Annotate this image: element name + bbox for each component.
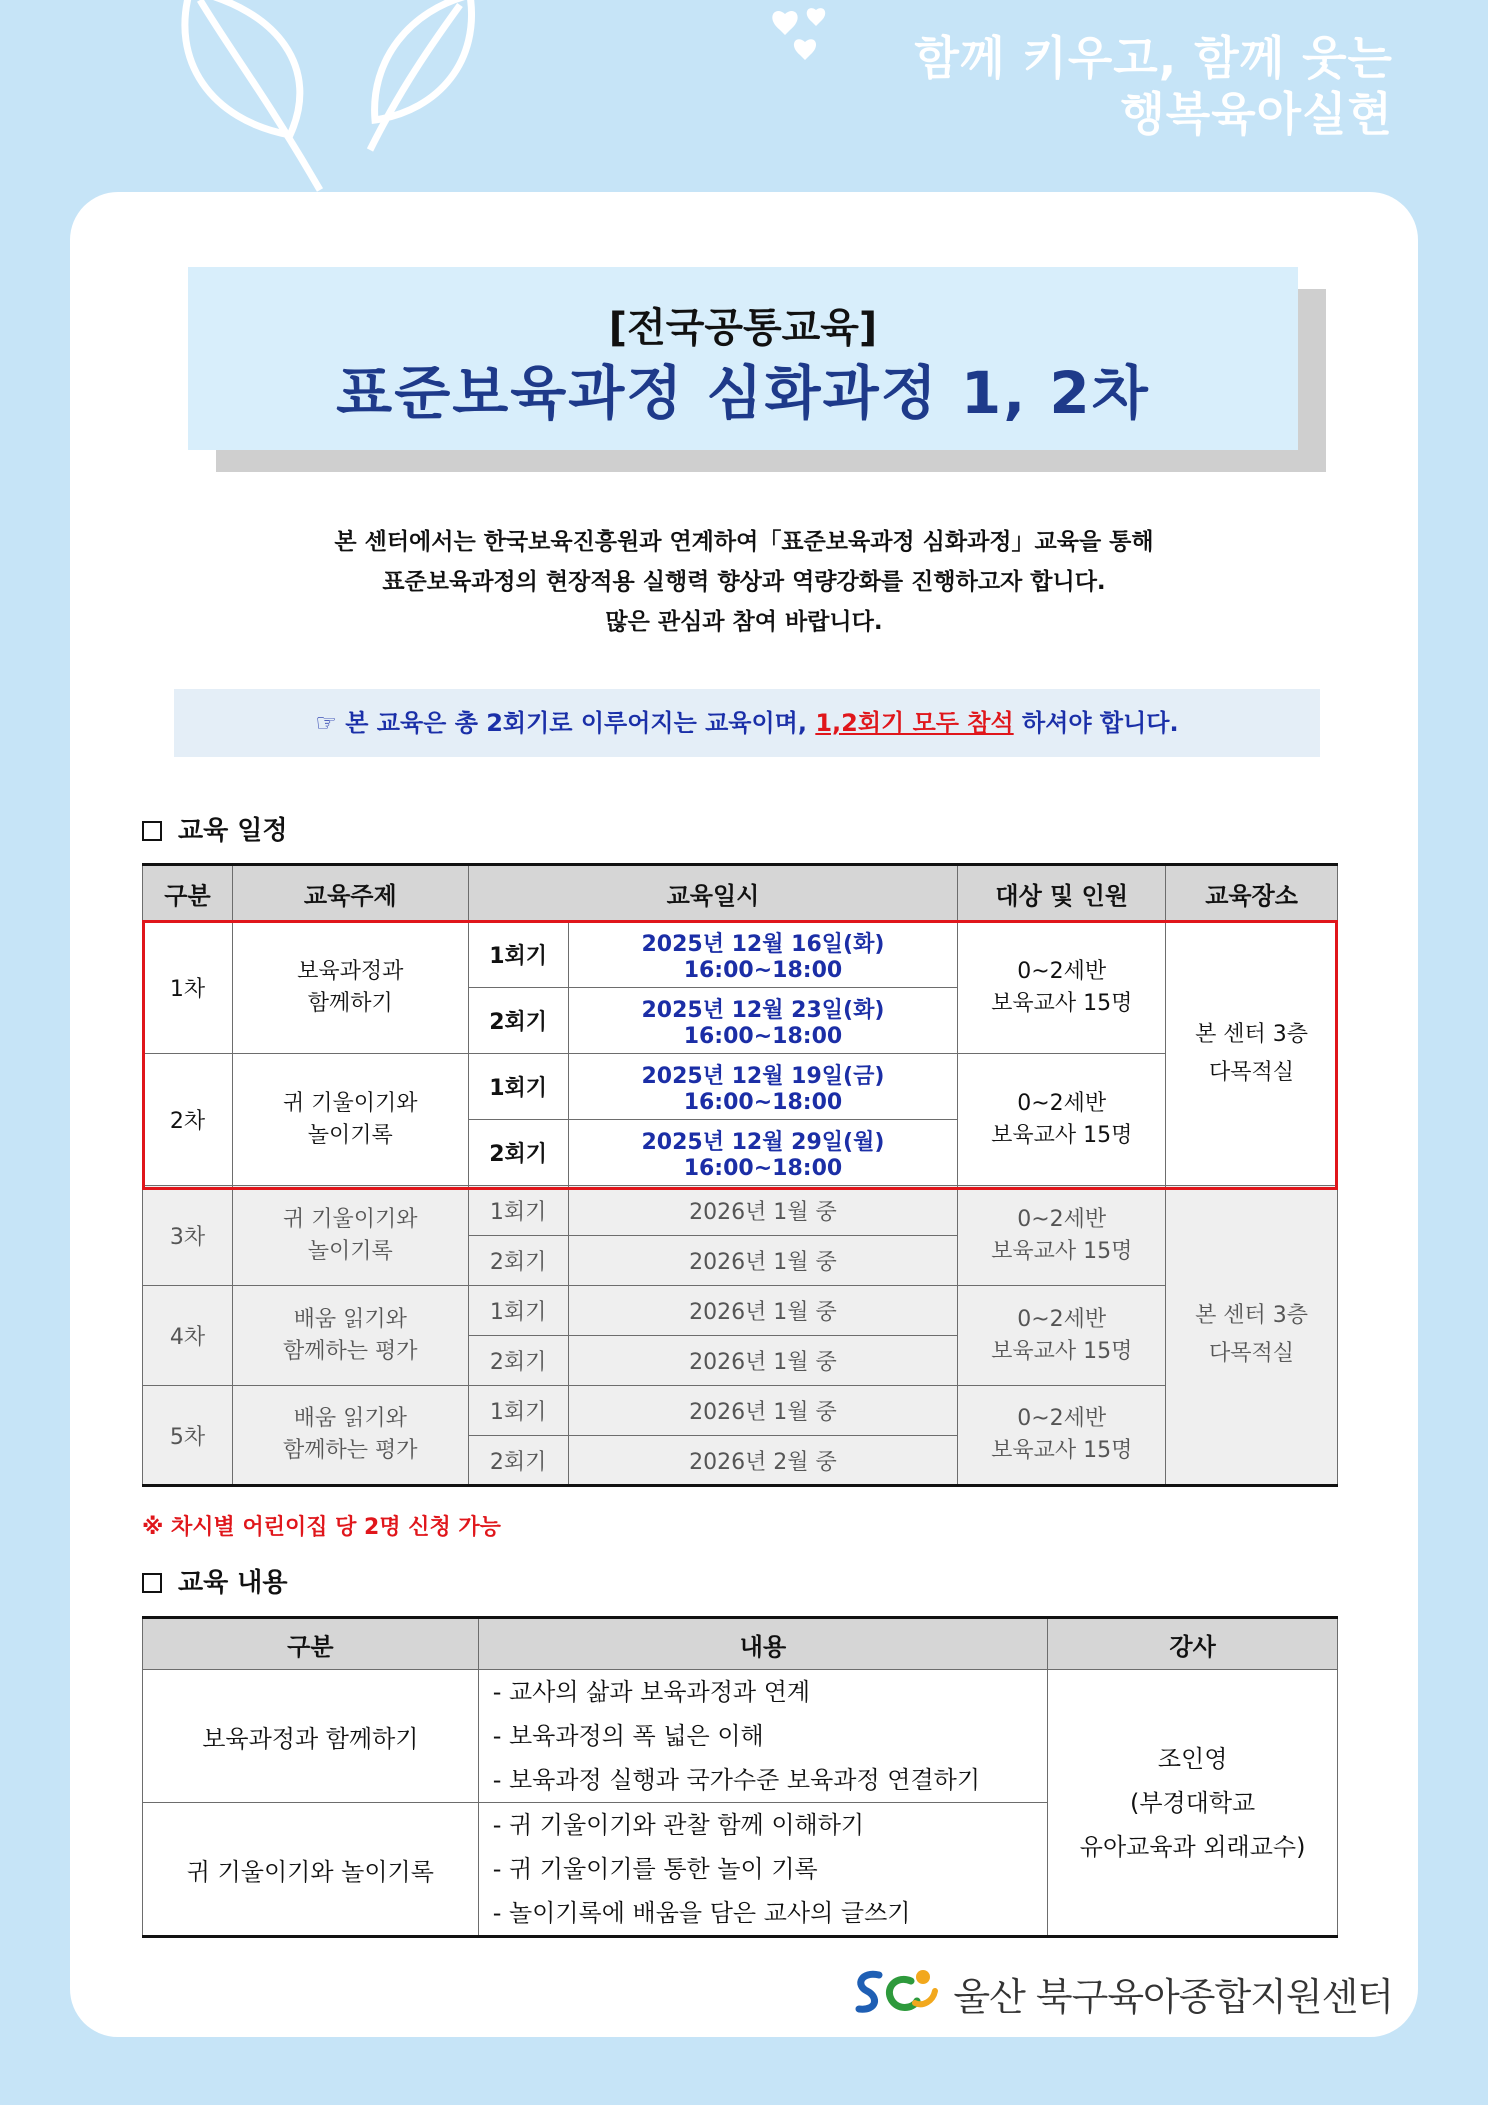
content-division: 보육과정과 함께하기 <box>143 1670 479 1803</box>
attendance-notice <box>174 689 1320 757</box>
header-datetime: 교육일시 <box>468 865 958 922</box>
schedule-heading <box>142 810 288 847</box>
organization-logo <box>851 1963 1393 2023</box>
table-row <box>143 1670 1338 1803</box>
title-box <box>188 267 1298 450</box>
session-label: 2회기 <box>468 1236 568 1286</box>
session-label: 2회기 <box>468 1436 568 1486</box>
list-item: - 보육과정 실행과 국가수준 보육과정 연결하기 <box>492 1766 981 1794</box>
checkbox-square-icon <box>142 821 162 841</box>
table-row <box>143 1054 1338 1120</box>
schedule-heading-label: 교육 일정 <box>178 816 288 846</box>
header-division: 구분 <box>143 865 233 922</box>
session-label: 2회기 <box>468 1336 568 1386</box>
intro-line-3: 많은 관심과 참여 바랍니다. <box>605 609 883 635</box>
list-item: - 귀 기울이기와 관찰 함께 이해하기 <box>492 1811 865 1839</box>
session-date: 2025년 12월 16일(화) 16:00~18:00 <box>568 922 958 988</box>
row-target: 0~2세반 보육교사 15명 <box>958 1186 1166 1286</box>
session-label: 2회기 <box>468 988 568 1054</box>
checkbox-square-icon <box>142 1573 162 1593</box>
row-division: 4차 <box>143 1286 233 1386</box>
row-division: 1차 <box>143 922 233 1054</box>
session-date: 2026년 1월 중 <box>568 1386 958 1436</box>
notice-emphasis: 1,2회기 모두 참석 <box>815 709 1014 737</box>
intro-line-1: 본 센터에서는 한국보육진흥원과 연계하여「표준보육과정 심화과정」교육을 통해 <box>334 529 1154 555</box>
session-date: 2026년 1월 중 <box>568 1286 958 1336</box>
session-date: 2025년 12월 29일(월) 16:00~18:00 <box>568 1120 958 1186</box>
content-card <box>70 192 1418 2037</box>
header-topic: 교육주제 <box>232 865 468 922</box>
slogan-line-1: 함께 키우고, 함께 웃는 <box>914 31 1393 85</box>
lecturer-title: 유아교육과 외래교수) <box>1079 1832 1306 1861</box>
table-row <box>143 1186 1338 1236</box>
content-heading-label: 교육 내용 <box>178 1568 288 1598</box>
header-place: 교육장소 <box>1166 865 1338 922</box>
title-banner <box>188 267 1298 472</box>
row-target: 0~2세반 보육교사 15명 <box>958 1386 1166 1486</box>
slogan-line-2: 행복육아실현 <box>1120 87 1393 141</box>
content-table <box>142 1616 1338 1938</box>
list-item: - 귀 기울이기를 통한 놀이 기록 <box>492 1855 818 1883</box>
session-date: 2026년 1월 중 <box>568 1186 958 1236</box>
leaf-decoration-icon <box>170 0 510 195</box>
session-date: 2026년 1월 중 <box>568 1236 958 1286</box>
content-header-row <box>143 1618 1338 1670</box>
table-row <box>143 922 1338 988</box>
session-label: 1회기 <box>468 1054 568 1120</box>
list-item: - 교사의 삶과 보육과정과 연계 <box>492 1678 811 1706</box>
session-label: 2회기 <box>468 1120 568 1186</box>
row-topic: 보육과정과 함께하기 <box>232 922 468 1054</box>
row-target: 0~2세반 보육교사 15명 <box>958 1286 1166 1386</box>
session-date: 2026년 1월 중 <box>568 1336 958 1386</box>
session-label: 1회기 <box>468 1186 568 1236</box>
header-division: 구분 <box>143 1618 479 1670</box>
row-division: 2차 <box>143 1054 233 1186</box>
header-lecturer: 강사 <box>1048 1618 1338 1670</box>
session-label: 1회기 <box>468 1286 568 1336</box>
application-limit-note: ※ 차시별 어린이집 당 2명 신청 가능 <box>142 1515 501 1540</box>
slogan <box>915 30 1393 142</box>
row-topic: 귀 기울이기와 놀이기록 <box>232 1186 468 1286</box>
notice-prefix: ☞ 본 교육은 총 2회기로 이루어지는 교육이며, <box>315 709 816 737</box>
header-target: 대상 및 인원 <box>958 865 1166 922</box>
row-division: 5차 <box>143 1386 233 1486</box>
title-subtitle: [전국공통교육] <box>608 305 878 351</box>
row-topic: 배움 읽기와 함께하는 평가 <box>232 1286 468 1386</box>
intro-line-2: 표준보육과정의 현장적용 실행력 향상과 역량강화를 진행하고자 합니다. <box>382 569 1106 595</box>
session-date: 2025년 12월 23일(화) 16:00~18:00 <box>568 988 958 1054</box>
content-items <box>478 1670 1048 1803</box>
notice-suffix: 하셔야 합니다. <box>1013 709 1179 737</box>
header-content: 내용 <box>478 1618 1048 1670</box>
table-row <box>143 1386 1338 1436</box>
row-target: 0~2세반 보육교사 15명 <box>958 1054 1166 1186</box>
table-row <box>143 1286 1338 1336</box>
row-topic: 배움 읽기와 함께하는 평가 <box>232 1386 468 1486</box>
lecturer-affiliation: (부경대학교 <box>1129 1788 1256 1817</box>
list-item: - 놀이기록에 배움을 담은 교사의 글쓰기 <box>492 1899 911 1927</box>
content-heading <box>142 1562 288 1599</box>
schedule-table <box>142 863 1338 1487</box>
row-division: 3차 <box>143 1186 233 1286</box>
session-label: 1회기 <box>468 922 568 988</box>
row-place: 본 센터 3층 다목적실 <box>1166 922 1338 1186</box>
schedule-header-row <box>143 865 1338 922</box>
row-target: 0~2세반 보육교사 15명 <box>958 922 1166 1054</box>
session-date: 2026년 2월 중 <box>568 1436 958 1486</box>
content-division: 귀 기울이기와 놀이기록 <box>143 1803 479 1937</box>
session-label: 1회기 <box>468 1386 568 1436</box>
lecturer-info <box>1048 1670 1338 1937</box>
row-topic: 귀 기울이기와 놀이기록 <box>232 1054 468 1186</box>
center-logo-icon <box>851 1963 941 2023</box>
content-items <box>478 1803 1048 1937</box>
row-place: 본 센터 3층 다목적실 <box>1166 1186 1338 1486</box>
list-item: - 보육과정의 폭 넓은 이해 <box>492 1722 764 1750</box>
page-title: 표준보육과정 심화과정 1, 2차 <box>336 359 1150 427</box>
organization-name: 울산 북구육아종합지원센터 <box>953 1974 1393 2019</box>
intro-text <box>70 522 1418 642</box>
session-date: 2025년 12월 19일(금) 16:00~18:00 <box>568 1054 958 1120</box>
lecturer-name: 조인영 <box>1157 1744 1228 1773</box>
hearts-decoration-icon <box>760 0 860 75</box>
